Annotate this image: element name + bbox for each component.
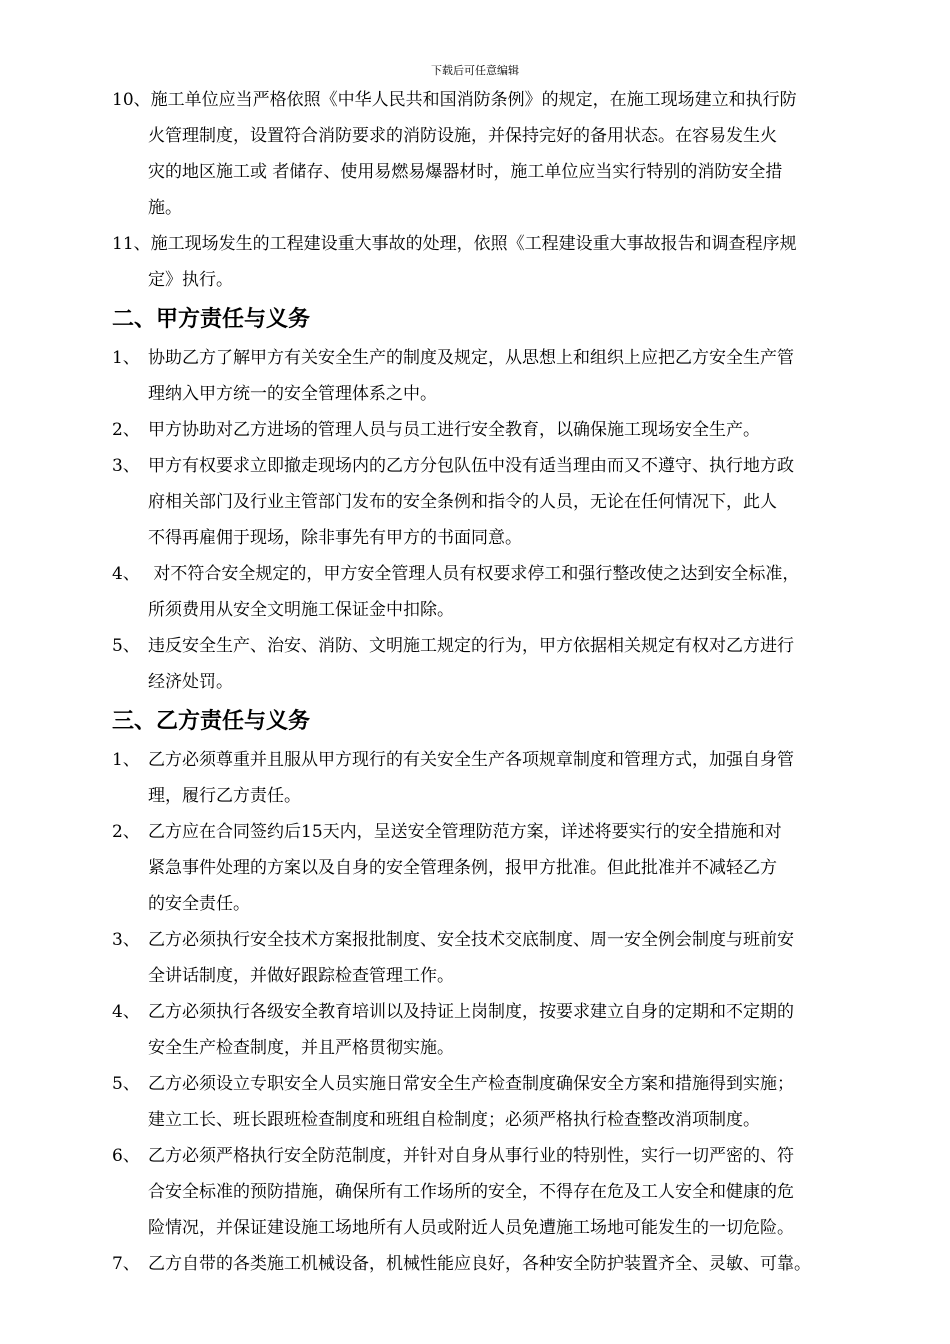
- item-number: 5、: [112, 1074, 140, 1094]
- item-line: 乙方应在合同签约后15天内，呈送安全管理防范方案，详述将要实行的安全措施和对: [148, 822, 782, 842]
- section-3-item-1: [112, 742, 902, 814]
- document-body: [112, 82, 902, 1282]
- item-line: 协助乙方了解甲方有关安全生产的制度及规定，从思想上和组织上应把乙方安全生产管: [148, 348, 794, 368]
- item-line: 违反安全生产、治安、消防、文明施工规定的行为，甲方依据相关规定有权对乙方进行: [148, 636, 794, 656]
- section-3-item-5: [112, 1066, 902, 1138]
- clause-line: 灾的地区施工或 者储存、使用易燃易爆器材时，施工单位应当实行特别的消防安全措: [148, 162, 783, 182]
- section-3-item-6: [112, 1138, 902, 1246]
- item-line: 不得再雇佣于现场，除非事先有甲方的书面同意。: [148, 528, 522, 548]
- item-line: 府相关部门及行业主管部门发布的安全条例和指令的人员，无论在任何情况下，此人: [148, 492, 777, 512]
- item-line: 安全生产检查制度，并且严格贯彻实施。: [148, 1038, 454, 1058]
- item-number: 3、: [112, 930, 140, 950]
- item-number: 5、: [112, 636, 140, 656]
- section-3-item-4: [112, 994, 902, 1066]
- section-2-item-2: [112, 412, 902, 448]
- section-3-heading: 三、乙方责任与义务: [112, 709, 311, 734]
- header-note: 下载后可任意编辑: [431, 64, 519, 77]
- section-3-item-2: [112, 814, 902, 922]
- item-number: 4、: [112, 564, 140, 584]
- section-2-item-5: [112, 628, 902, 700]
- item-line: 理，履行乙方责任。: [148, 786, 301, 806]
- section-2-item-3: [112, 448, 902, 556]
- item-line: 全讲话制度，并做好跟踪检查管理工作。: [148, 966, 454, 986]
- item-line: 经济处罚。: [148, 672, 233, 692]
- item-line: 乙方必须尊重并且服从甲方现行的有关安全生产各项规章制度和管理方式，加强自身管: [148, 750, 794, 770]
- clause-line: 施。: [148, 198, 182, 218]
- clause-line: 11、施工现场发生的工程建设重大事故的处理，依照《工程建设重大事故报告和调查程序规: [112, 234, 797, 254]
- item-line: 乙方必须执行安全技术方案报批制度、安全技术交底制度、周一安全例会制度与班前安: [148, 930, 794, 950]
- item-line: 乙方必须执行各级安全教育培训以及持证上岗制度，按要求建立自身的定期和不定期的: [148, 1002, 794, 1022]
- item-line: 乙方必须严格执行安全防范制度，并针对自身从事行业的特别性，实行一切严密的、符: [148, 1146, 794, 1166]
- clause-line: 定》执行。: [148, 270, 233, 290]
- item-number: 2、: [112, 420, 140, 440]
- item-line: 理纳入甲方统一的安全管理体系之中。: [148, 384, 437, 404]
- item-number: 6、: [112, 1146, 140, 1166]
- item-line: 甲方协助对乙方进场的管理人员与员工进行安全教育，以确保施工现场安全生产。: [148, 420, 760, 440]
- item-number: 3、: [112, 456, 140, 476]
- item-line: 乙方自带的各类施工机械设备，机械性能应良好，各种安全防护装置齐全、灵敏、可靠。: [148, 1254, 811, 1274]
- item-number: 4、: [112, 1002, 140, 1022]
- item-line: 的安全责任。: [148, 894, 250, 914]
- item-line: 险情况，并保证建设施工场地所有人员或附近人员免遭施工场地可能发生的一切危险。: [148, 1218, 794, 1238]
- section-3-item-7: [112, 1246, 902, 1282]
- clause-line: 火管理制度，设置符合消防要求的消防设施，并保持完好的备用状态。在容易发生火: [148, 126, 777, 146]
- section-2-heading: 二、甲方责任与义务: [112, 307, 311, 332]
- item-number: 7、: [112, 1254, 140, 1274]
- section-2-item-4: [112, 556, 902, 628]
- item-number: 1、: [112, 750, 140, 770]
- item-line: 紧急事件处理的方案以及自身的安全管理条例，报甲方批准。但此批准并不减轻乙方: [148, 858, 777, 878]
- item-line: 建立工长、班长跟班检查制度和班组自检制度；必须严格执行检查整改消项制度。: [148, 1110, 760, 1130]
- item-number: 1、: [112, 348, 140, 368]
- item-line: 所须费用从安全文明施工保证金中扣除。: [148, 600, 454, 620]
- clause-line: 10、施工单位应当严格依照《中华人民共和国消防条例》的规定，在施工现场建立和执行防: [112, 90, 797, 110]
- item-line: 乙方必须设立专职安全人员实施日常安全生产检查制度确保安全方案和措施得到实施；: [148, 1074, 794, 1094]
- clause-10: [112, 82, 902, 226]
- item-line: 对不符合安全规定的，甲方安全管理人员有权要求停工和强行整改使之达到安全标准，: [148, 564, 800, 584]
- clause-11: [112, 226, 902, 298]
- section-3-item-3: [112, 922, 902, 994]
- item-line: 合安全标准的预防措施，确保所有工作场所的安全，不得存在危及工人安全和健康的危: [148, 1182, 794, 1202]
- section-2-item-1: [112, 340, 902, 412]
- item-number: 2、: [112, 822, 140, 842]
- item-line: 甲方有权要求立即撤走现场内的乙方分包队伍中没有适当理由而又不遵守、执行地方政: [148, 456, 794, 476]
